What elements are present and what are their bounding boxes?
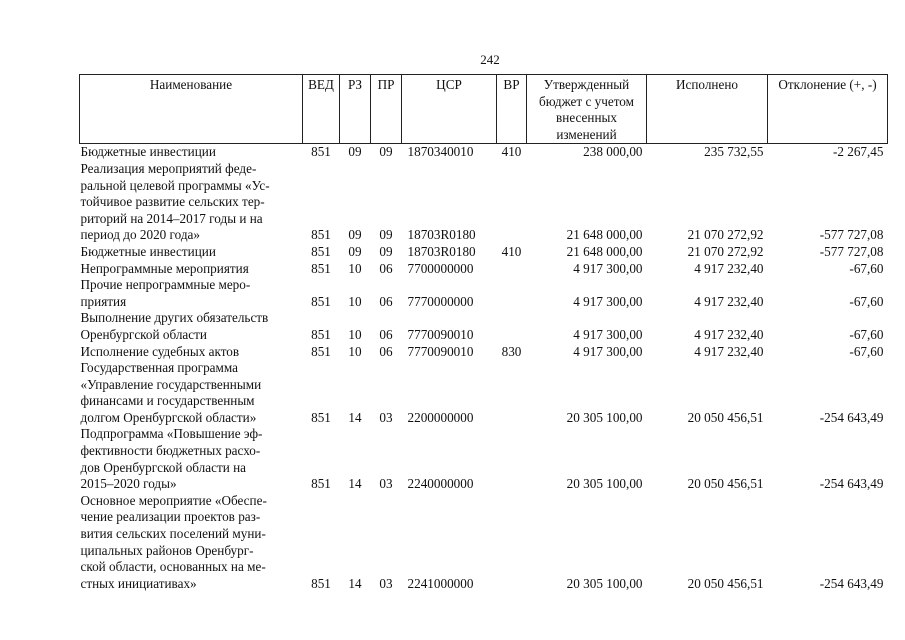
cell-vr (497, 310, 527, 343)
cell-vr (497, 493, 527, 593)
cell-name (80, 344, 303, 361)
name-line: Исполнение судебных актов (80, 343, 240, 359)
cell-deviation: -254 643,49 (819, 575, 884, 591)
cell-vr (497, 161, 527, 244)
name-line: ской области, основанных на ме- (80, 559, 266, 575)
cell-ved: 851 (311, 409, 331, 425)
cell-pr: 09 (379, 144, 393, 160)
name-line: период до 2020 года» (80, 227, 201, 243)
table-row (80, 161, 888, 244)
name-line: вития сельских поселений муни- (80, 526, 266, 542)
cell-vr: 410 (501, 243, 522, 259)
name-line: Государственная программа (80, 360, 238, 376)
table-row (80, 426, 888, 492)
cell-pr: 09 (379, 243, 393, 259)
cell-approved: 20 305 100,00 (566, 575, 643, 591)
name-line: Основное мероприятие «Обеспе- (80, 492, 267, 508)
table-row (80, 277, 888, 310)
header-rz: РЗ (340, 75, 371, 144)
cell-approved: 4 917 300,00 (573, 326, 643, 342)
cell-ved: 851 (311, 293, 331, 309)
name-line: риторий на 2014–2017 годы и на (80, 210, 263, 226)
table-row (80, 493, 888, 593)
cell-rz: 09 (348, 243, 362, 259)
name-line: стных инициативах» (80, 575, 197, 591)
cell-name (80, 277, 303, 310)
table-row (80, 360, 888, 426)
cell-executed: 20 050 456,51 (687, 409, 764, 425)
cell-rz: 14 (348, 575, 362, 591)
cell-pr: 06 (379, 343, 393, 359)
cell-name (80, 310, 303, 343)
cell-pr: 06 (379, 293, 393, 309)
header-csr: ЦСР (402, 75, 497, 144)
name-line: Прочие непрограммные меро- (80, 277, 251, 293)
name-line: ципальных районов Оренбург- (80, 542, 254, 558)
cell-executed: 4 917 232,40 (694, 293, 764, 309)
budget-execution-table (79, 74, 888, 592)
table-header-row (80, 75, 888, 144)
cell-name (80, 244, 303, 261)
name-line: Бюджетные инвестиции (80, 144, 216, 160)
cell-csr: 7770000000 (407, 293, 474, 309)
cell-csr: 7700000000 (407, 260, 474, 276)
cell-ved: 851 (311, 476, 331, 492)
cell-deviation: -67,60 (849, 343, 884, 359)
cell-ved: 851 (311, 243, 331, 259)
cell-executed: 20 050 456,51 (687, 575, 764, 591)
cell-approved: 4 917 300,00 (573, 343, 643, 359)
cell-name (80, 493, 303, 593)
name-line: фективности бюджетных расхо- (80, 443, 261, 459)
cell-csr: 7770090010 (407, 326, 474, 342)
cell-deviation: -67,60 (849, 326, 884, 342)
name-line: долгом Оренбургской области» (80, 409, 257, 425)
name-line: «Управление государственными (80, 376, 262, 392)
cell-approved: 21 648 000,00 (566, 243, 643, 259)
cell-vr (497, 360, 527, 426)
cell-deviation: -67,60 (849, 260, 884, 276)
table-row (80, 261, 888, 278)
name-line: ральной целевой программы «Ус- (80, 177, 270, 193)
cell-deviation: -577 727,08 (819, 243, 884, 259)
name-line: финансами и государственным (80, 393, 255, 409)
header-deviation: Отклонение (+, -) (768, 75, 888, 144)
cell-name (80, 161, 303, 244)
cell-name (80, 360, 303, 426)
header-pr: ПР (371, 75, 402, 144)
name-line: приятия (80, 293, 127, 309)
cell-approved: 4 917 300,00 (573, 260, 643, 276)
cell-vr (497, 277, 527, 310)
cell-vr: 830 (501, 343, 522, 359)
cell-csr: 2241000000 (407, 575, 474, 591)
cell-approved: 238 000,00 (583, 144, 643, 160)
cell-executed: 21 070 272,92 (687, 227, 764, 243)
page-number: 242 (480, 52, 500, 67)
header-approved-budget: Утвержденный бюджет с учетом внесенных изменений (527, 75, 647, 144)
cell-approved: 20 305 100,00 (566, 476, 643, 492)
cell-executed: 235 732,55 (704, 144, 764, 160)
cell-ved: 851 (311, 575, 331, 591)
header-name: Наименование (80, 75, 303, 144)
table-row (80, 244, 888, 261)
cell-csr: 1870340010 (407, 144, 474, 160)
cell-executed: 21 070 272,92 (687, 243, 764, 259)
cell-deviation: -577 727,08 (819, 227, 884, 243)
cell-approved: 20 305 100,00 (566, 409, 643, 425)
name-line: дов Оренбургской области на (80, 459, 246, 475)
cell-rz: 10 (348, 343, 362, 359)
cell-deviation: -2 267,45 (832, 144, 884, 160)
cell-csr: 7770090010 (407, 343, 474, 359)
cell-pr: 03 (379, 575, 393, 591)
cell-pr: 03 (379, 409, 393, 425)
cell-csr: 2200000000 (407, 409, 474, 425)
cell-pr: 03 (379, 476, 393, 492)
cell-ved: 851 (311, 343, 331, 359)
header-vr: ВР (497, 75, 527, 144)
name-line: Выполнение других обязательств (80, 310, 269, 326)
cell-rz: 10 (348, 260, 362, 276)
cell-rz: 09 (348, 227, 362, 243)
cell-executed: 20 050 456,51 (687, 476, 764, 492)
cell-name (80, 261, 303, 278)
header-ved: ВЕД (303, 75, 340, 144)
name-line: 2015–2020 годы» (80, 476, 177, 492)
cell-deviation: -254 643,49 (819, 476, 884, 492)
table-body (80, 144, 888, 593)
cell-pr: 09 (379, 227, 393, 243)
cell-csr: 18703R0180 (407, 227, 476, 243)
cell-vr: 410 (501, 144, 522, 160)
table-row (80, 344, 888, 361)
cell-executed: 4 917 232,40 (694, 343, 764, 359)
cell-deviation: -67,60 (849, 293, 884, 309)
name-line: Бюджетные инвестиции (80, 243, 216, 259)
table-row (80, 310, 888, 343)
cell-rz: 09 (348, 144, 362, 160)
cell-ved: 851 (311, 260, 331, 276)
cell-ved: 851 (311, 227, 331, 243)
cell-deviation: -254 643,49 (819, 409, 884, 425)
cell-executed: 4 917 232,40 (694, 260, 764, 276)
cell-name (80, 144, 303, 161)
cell-rz: 14 (348, 476, 362, 492)
cell-csr: 18703R0180 (407, 243, 476, 259)
table-row (80, 144, 888, 161)
cell-approved: 21 648 000,00 (566, 227, 643, 243)
name-line: Непрограммные мероприятия (80, 260, 249, 276)
cell-ved: 851 (311, 144, 331, 160)
cell-pr: 06 (379, 326, 393, 342)
cell-rz: 14 (348, 409, 362, 425)
name-line: тойчивое развитие сельских тер- (80, 194, 265, 210)
cell-rz: 10 (348, 326, 362, 342)
name-line: Реализация мероприятий феде- (80, 160, 257, 176)
cell-vr (497, 261, 527, 278)
name-line: чение реализации проектов раз- (80, 509, 261, 525)
cell-name (80, 426, 303, 492)
cell-ved: 851 (311, 326, 331, 342)
cell-pr: 06 (379, 260, 393, 276)
cell-executed: 4 917 232,40 (694, 326, 764, 342)
header-executed: Исполнено (647, 75, 768, 144)
name-line: Подпрограмма «Повышение эф- (80, 426, 263, 442)
cell-approved: 4 917 300,00 (573, 293, 643, 309)
name-line: Оренбургской области (80, 326, 207, 342)
cell-vr (497, 426, 527, 492)
cell-rz: 10 (348, 293, 362, 309)
cell-csr: 2240000000 (407, 476, 474, 492)
